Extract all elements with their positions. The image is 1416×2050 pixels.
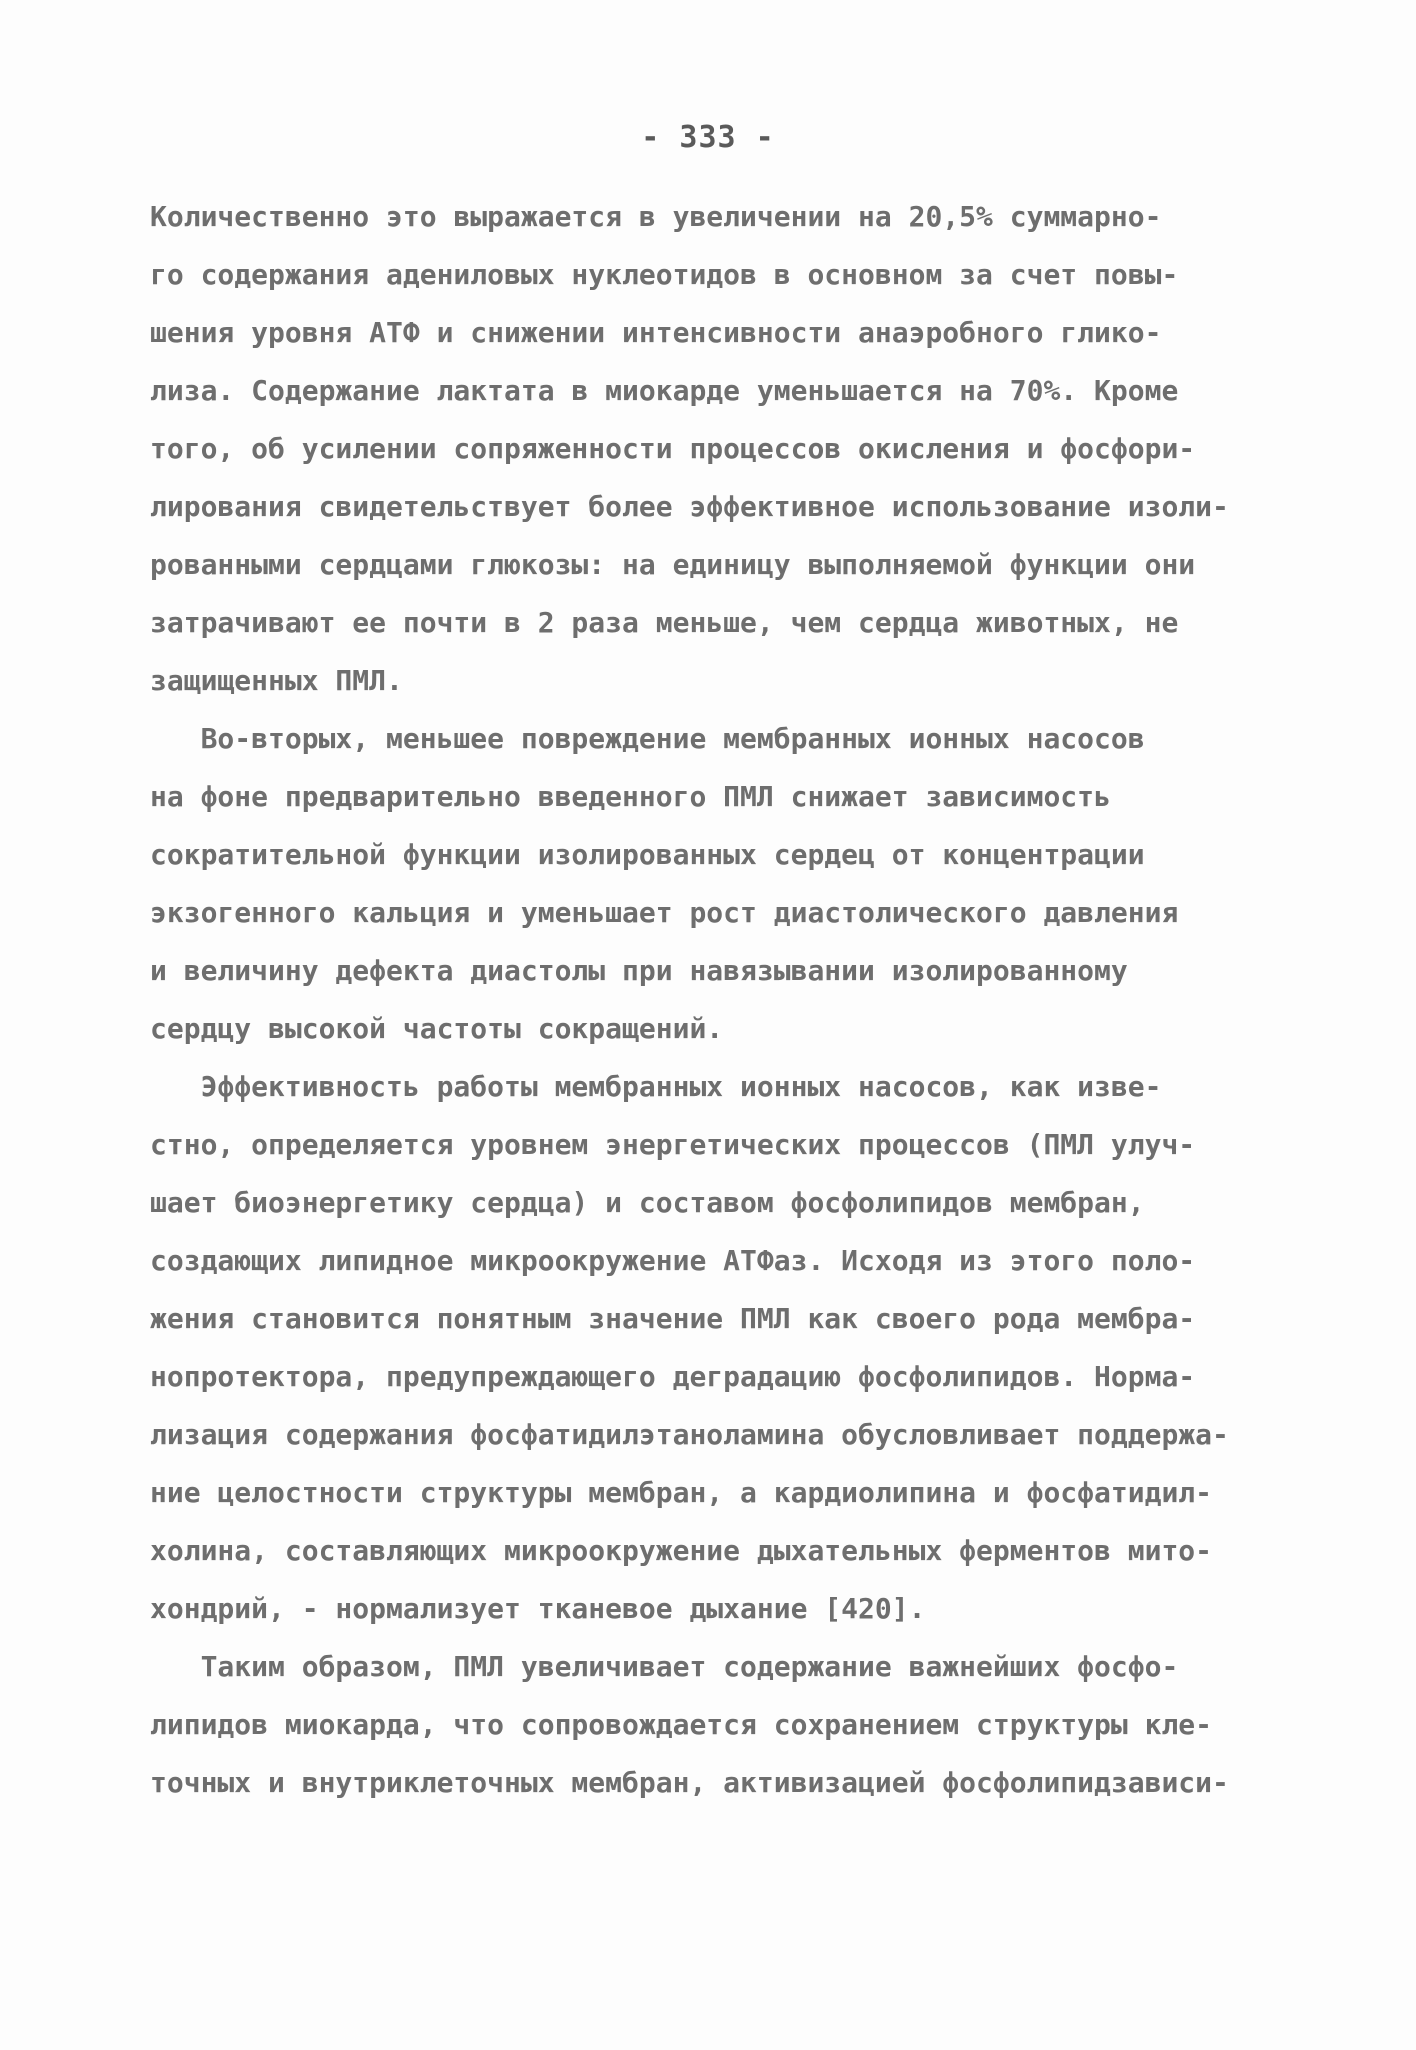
- text-line: лизация содержания фосфатидилэтаноламина обусловливает поддержа-: [150, 1418, 1229, 1451]
- text-line: сердцу высокой частоты сокращений.: [150, 1012, 724, 1045]
- text-line: хондрий, - нормализует тканевое дыхание [420].: [150, 1592, 926, 1625]
- text-line: шения уровня АТФ и снижении интенсивности анаэробного глико-: [150, 316, 1162, 349]
- text-line: экзогенного кальция и уменьшает рост диастолического давления: [150, 896, 1179, 929]
- text-line: Эффективность работы мембранных ионных насосов, как изве-: [150, 1070, 1162, 1103]
- text-line: жения становится понятным значение ПМЛ как своего рода мембра-: [150, 1302, 1196, 1335]
- text-line: сократительной функции изолированных сердец от концентрации: [150, 838, 1145, 871]
- text-line: создающих липидное микроокружение АТФаз. Исходя из этого поло-: [150, 1244, 1196, 1277]
- text-line: ние целостности структуры мембран, а кардиолипина и фосфатидил-: [150, 1476, 1213, 1509]
- text-line: шает биоэнергетику сердца) и составом фосфолипидов мембран,: [150, 1186, 1145, 1219]
- text-line: липидов миокарда, что сопровождается сохранением структуры кле-: [150, 1708, 1213, 1741]
- text-line: и величину дефекта диастолы при навязывании изолированному: [150, 954, 1128, 987]
- text-line: лиза. Содержание лактата в миокарде уменьшается на 70%. Кроме: [150, 374, 1179, 407]
- text-line: нопротектора, предупреждающего деградацию фосфолипидов. Норма-: [150, 1360, 1196, 1393]
- text-line: рованными сердцами глюкозы: на единицу выполняемой функции они: [150, 548, 1196, 581]
- text-line: Во-вторых, меньшее повреждение мембранных ионных насосов: [150, 722, 1145, 755]
- text-line: затрачивают ее почти в 2 раза меньше, чем сердца животных, не: [150, 606, 1179, 639]
- body-text: [150, 188, 1320, 1812]
- text-line: защищенных ПМЛ.: [150, 664, 403, 697]
- text-line: Таким образом, ПМЛ увеличивает содержание важнейших фосфо-: [150, 1650, 1179, 1683]
- text-line: на фоне предварительно введенного ПМЛ снижает зависимость: [150, 780, 1111, 813]
- text-line: того, об усилении сопряженности процессов окисления и фосфори-: [150, 432, 1196, 465]
- text-line: холина, составляющих микроокружение дыхательных ферментов мито-: [150, 1534, 1213, 1567]
- text-line: го содержания адениловых нуклеотидов в основном за счет повы-: [150, 258, 1179, 291]
- text-line: лирования свидетельствует более эффективное использование изоли-: [150, 490, 1229, 523]
- text-line: точных и внутриклеточных мембран, активизацией фосфолипидзависи-: [150, 1766, 1229, 1799]
- text-line: Количественно это выражается в увеличении на 20,5% суммарно-: [150, 200, 1162, 233]
- text-line: стно, определяется уровнем энергетических процессов (ПМЛ улуч-: [150, 1128, 1196, 1161]
- page-number: - 333 -: [641, 120, 775, 155]
